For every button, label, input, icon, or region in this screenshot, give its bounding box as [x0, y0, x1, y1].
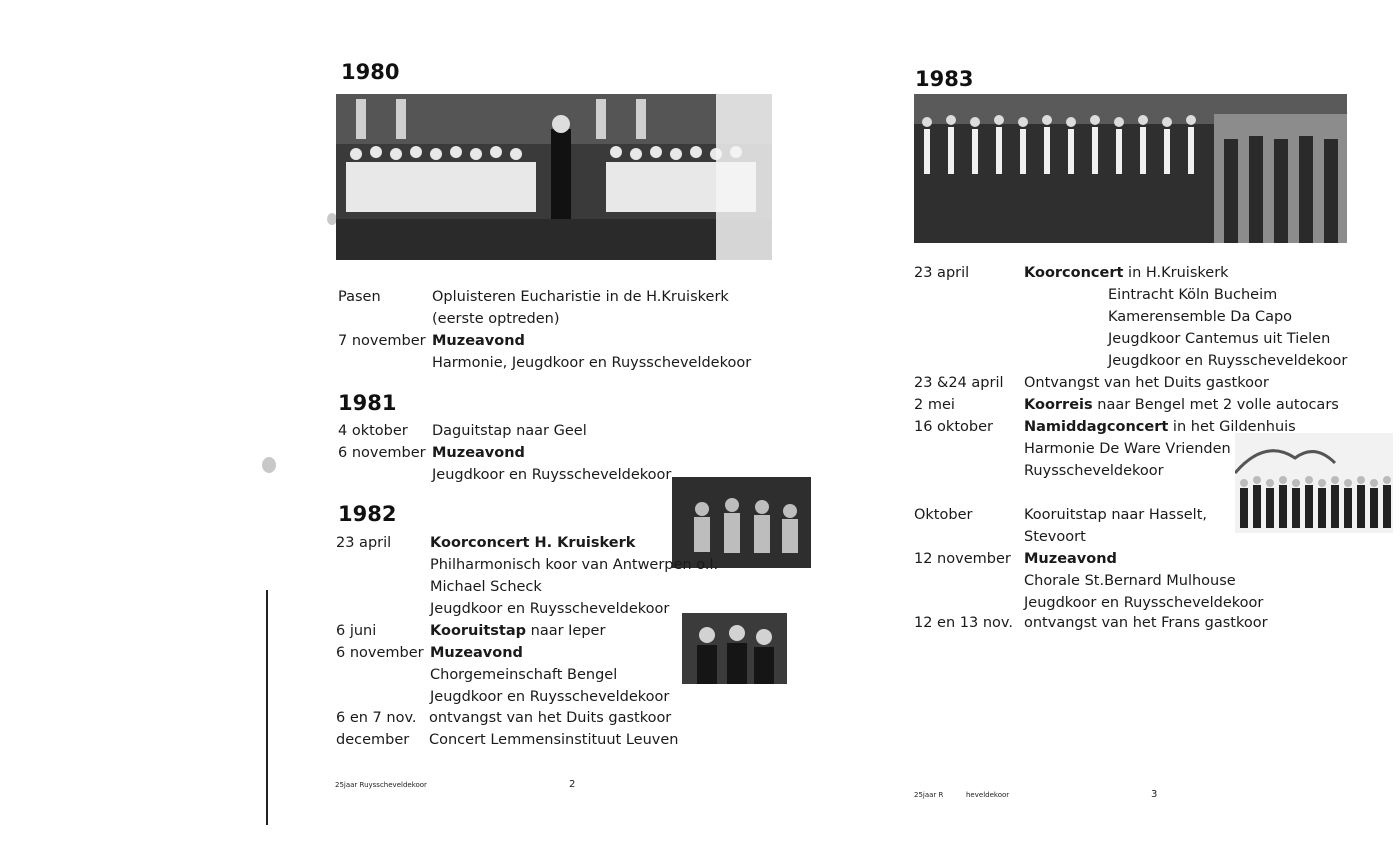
timeline-entry — [336, 729, 756, 751]
year-heading: 1981 — [338, 391, 397, 415]
entry-description — [430, 642, 669, 708]
entry-line: Michael Scheck — [430, 579, 542, 595]
entry-event-title: Koorconcert H. Kruiskerk — [430, 535, 636, 551]
entry-line: Jeugdkoor en Ruysscheveldekoor — [430, 689, 670, 705]
entry-event-title: Muzeavond — [432, 333, 525, 349]
entry-description — [432, 330, 751, 374]
entry-date: 12 en 13 nov. — [914, 615, 1013, 631]
entry-line: Ruysscheveldekoor — [1024, 463, 1164, 479]
entry-event-title: Namiddagconcert — [1024, 419, 1169, 435]
entry-line: Harmonie De Ware Vrienden — [1024, 441, 1231, 457]
timeline-entry — [914, 416, 1354, 482]
timeline-entry — [914, 262, 1354, 372]
timeline-entry — [914, 394, 1354, 416]
entry-line: in H.Kruiskerk — [1123, 265, 1229, 281]
entry-line: Jeugdkoor en Ruysscheveldekoor — [430, 601, 670, 617]
entry-date: 6 en 7 nov. — [336, 710, 417, 726]
entry-line: Harmonie, Jeugdkoor en Ruysscheveldekoor — [432, 355, 752, 371]
year-heading: 1980 — [341, 60, 400, 84]
page-footer-left: 25jaar R — [914, 791, 944, 799]
entry-description — [432, 286, 729, 330]
page-number: 3 — [1151, 789, 1158, 800]
entry-event-title: Koorconcert — [1024, 265, 1124, 281]
entry-date: 12 november — [914, 551, 1011, 567]
entry-date: Pasen — [338, 289, 381, 305]
entry-event-title: Muzeavond — [1024, 551, 1117, 567]
entry-line: Eintracht Köln Bucheim — [1108, 287, 1278, 303]
timeline-entry — [336, 707, 756, 729]
entry-event-title: Muzeavond — [430, 645, 523, 661]
entry-date: 4 oktober — [338, 423, 408, 439]
entry-description — [1024, 416, 1296, 482]
entry-date: december — [336, 732, 410, 748]
entry-event-title: Koorreis — [1024, 397, 1093, 413]
page-footer: 25jaar Ruysscheveldekoor — [335, 781, 427, 789]
entry-date: Oktober — [914, 507, 973, 523]
entry-date: 7 november — [338, 333, 426, 349]
entry-line: ontvangst van het Duits gastkoor — [429, 710, 672, 726]
entry-line: Concert Lemmensinstituut Leuven — [429, 732, 679, 748]
entry-description — [432, 442, 671, 486]
entry-line: ontvangst van het Frans gastkoor — [1024, 615, 1268, 631]
timeline-entry — [914, 372, 1354, 394]
page-number: 2 — [569, 779, 576, 790]
timeline-entry — [914, 504, 1234, 548]
entry-event-title: Muzeavond — [432, 445, 525, 461]
timeline-entry — [914, 612, 1354, 634]
year-heading: 1982 — [338, 502, 397, 526]
entry-description — [1024, 262, 1347, 372]
entry-description — [1024, 394, 1339, 416]
entry-line: Chorale St.Bernard Mulhouse — [1024, 573, 1236, 589]
timeline-entry — [336, 642, 756, 708]
entry-description — [1024, 548, 1263, 614]
entry-line: Ontvangst van het Duits gastkoor — [1024, 375, 1269, 391]
entry-line: Jeugdkoor en Ruysscheveldekoor — [1024, 595, 1264, 611]
binding-edge — [266, 590, 268, 825]
entry-line: Stevoort — [1024, 529, 1086, 545]
entry-line: Kooruitstap naar Hasselt, — [1024, 507, 1208, 523]
entry-description — [1024, 504, 1207, 548]
entry-line: Kamerensemble Da Capo — [1108, 309, 1293, 325]
entry-line: (eerste optreden) — [432, 311, 560, 327]
timeline-entry — [336, 620, 756, 642]
entry-line: Chorgemeinschaft Bengel — [430, 667, 618, 683]
entry-description — [430, 532, 718, 620]
entry-line: Daguitstap naar Geel — [432, 423, 587, 439]
entry-line: in het Gildenhuis — [1168, 419, 1296, 435]
page-footer-right: heveldekoor — [966, 791, 1010, 799]
timeline-entry — [338, 420, 758, 442]
entry-line: naar Bengel met 2 volle autocars — [1092, 397, 1339, 413]
photo-choir-1980 — [336, 94, 772, 260]
entry-date: 6 november — [338, 445, 426, 461]
entry-line: Jeugdkoor Cantemus uit Tielen — [1108, 331, 1331, 347]
entry-description — [430, 620, 605, 642]
entry-date: 23 april — [914, 265, 970, 281]
entry-date: 2 mei — [914, 397, 955, 413]
entry-event-title: Kooruitstap — [430, 623, 527, 639]
entry-date: 6 juni — [336, 623, 377, 639]
year-heading: 1983 — [915, 67, 974, 91]
timeline-entry — [336, 532, 756, 620]
timeline-entry — [338, 442, 758, 486]
entry-line: Jeugdkoor en Ruysscheveldekoor — [432, 467, 672, 483]
timeline-entry — [338, 286, 758, 330]
entry-line: naar Ieper — [526, 623, 606, 639]
timeline-entry — [914, 548, 1354, 614]
timeline-entry — [338, 330, 758, 374]
entry-date: 16 oktober — [914, 419, 993, 435]
entry-date: 23 &24 april — [914, 375, 1004, 391]
entry-date: 6 november — [336, 645, 424, 661]
photo-choir-1983 — [914, 94, 1347, 243]
punch-hole — [262, 457, 276, 473]
entry-line: Philharmonisch koor van Antwerpen o.l. — [430, 557, 719, 573]
entry-date: 23 april — [336, 535, 392, 551]
entry-line: Jeugdkoor en Ruysscheveldekoor — [1108, 353, 1348, 369]
entry-line: Opluisteren Eucharistie in de H.Kruiskerk — [432, 289, 729, 305]
